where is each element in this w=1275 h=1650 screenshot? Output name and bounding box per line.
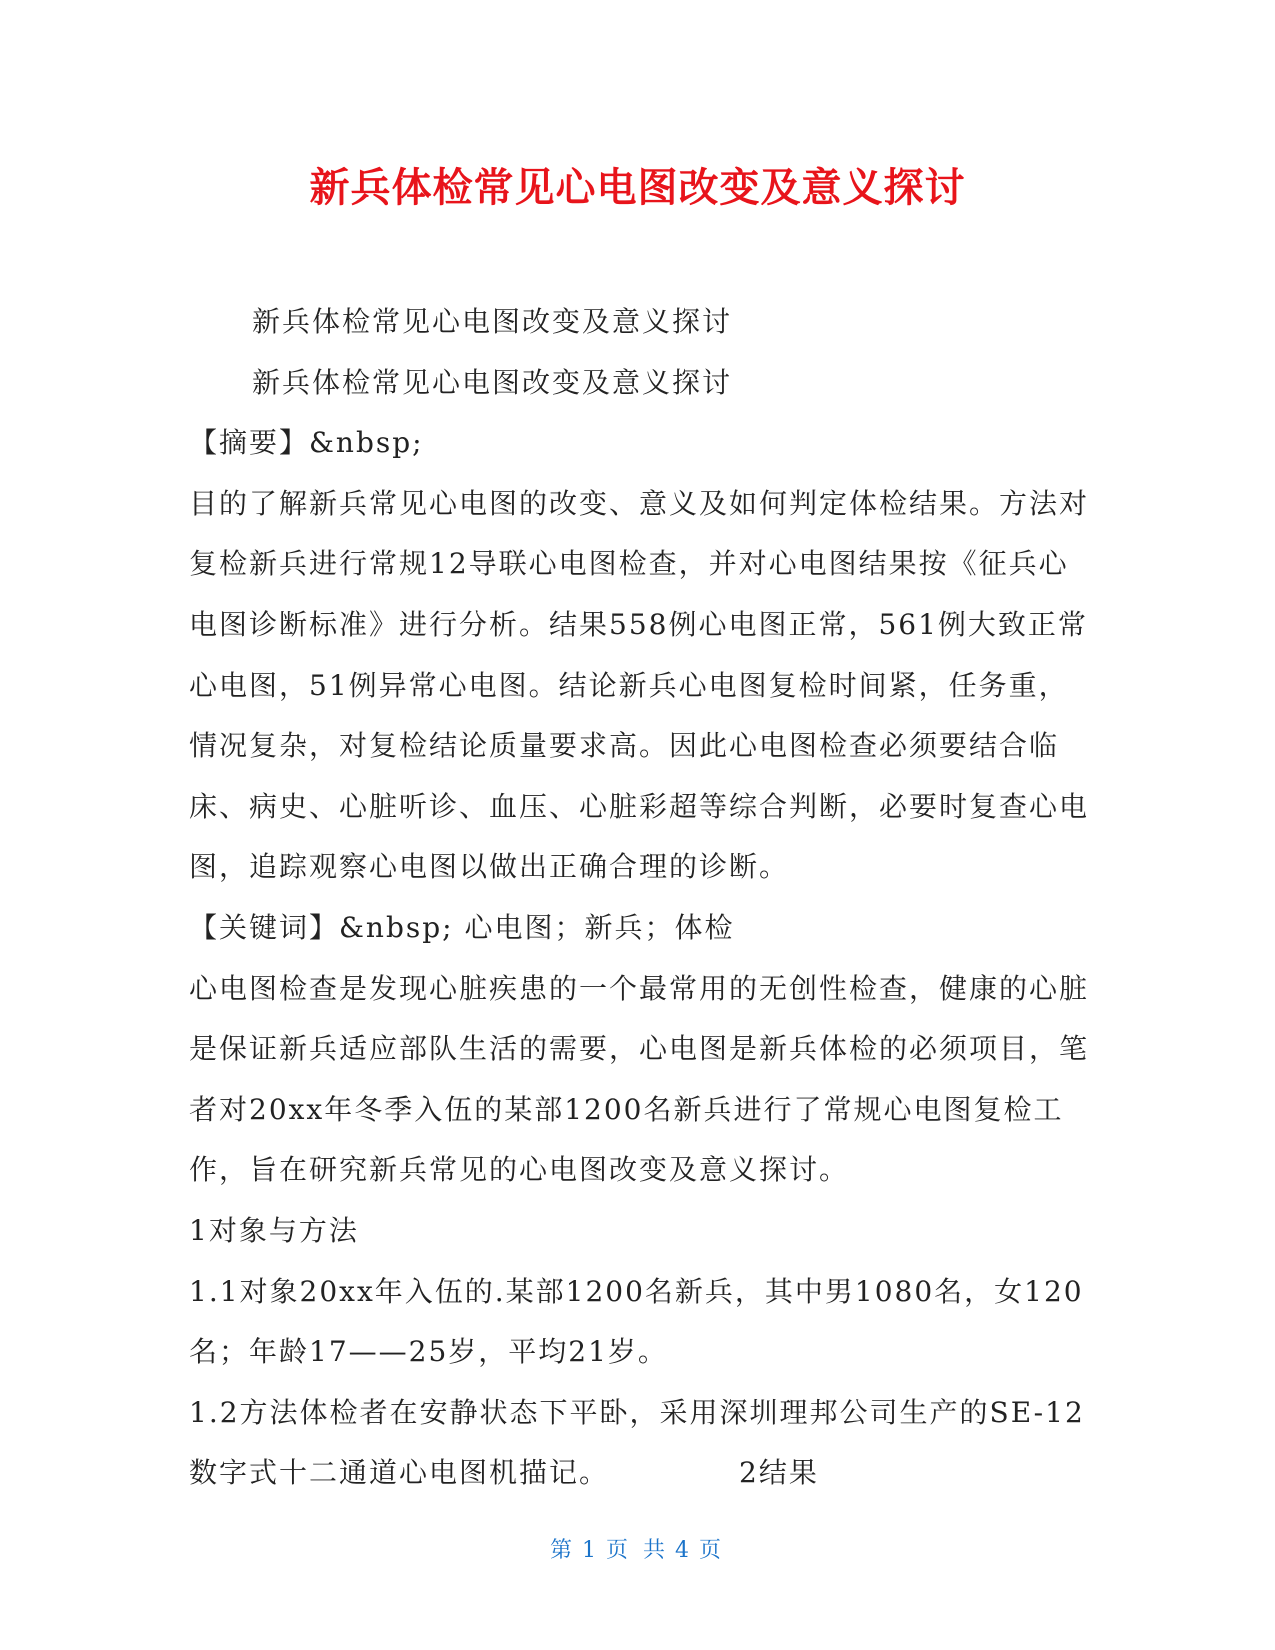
section-heading: 1对象与方法 bbox=[189, 1213, 359, 1247]
footer-prefix: 第 bbox=[549, 1538, 576, 1563]
footer-middle: 页 共 bbox=[606, 1538, 669, 1563]
abstract-heading: 【摘要】&nbsp; bbox=[189, 426, 424, 460]
method-text: 1.2方法体检者在安静状态下平卧，采用深圳理邦公司生产的SE-12数字式十二通道心电图机描记。 bbox=[189, 1395, 1085, 1490]
footer-total-pages: 4 bbox=[675, 1538, 693, 1563]
section-paragraph bbox=[189, 1383, 1089, 1504]
document-title: 新兵体检常见心电图改变及意义探讨 bbox=[309, 165, 966, 211]
intro-paragraph: 心电图检查是发现心脏疾患的一个最常用的无创性检查，健康的心脏是保证新兵适应部队生活的需要，心电图是新兵体检的必须项目，笔者对20xx年冬季入伍的某部1200名新兵进行了常规心电图复检工作，旨在研究新兵常见的心电图改变及意义探讨。 bbox=[189, 971, 1090, 1187]
page-footer bbox=[0, 1536, 1275, 1566]
abstract-body: 目的了解新兵常见心电图的改变、意义及如何判定体检结果。方法对复检新兵进行常规12导联心电图检查，并对心电图结果按《征兵心电图诊断标准》进行分析。结果558例心电图正常，561例大致正常心电图，51例异常心电图。结论新兵心电图复检时间紧，任务重，情况复杂，对复检结论质量要求高。因此心电图检查必须要结合临床、病史、心脏听诊、血压、心脏彩超等综合判断，必要时复查心电图，追踪观察心电图以做出正确合理的诊断。 bbox=[189, 486, 1090, 884]
section-heading-results: 2结果 bbox=[739, 1456, 819, 1490]
document-body bbox=[189, 292, 1089, 1504]
keywords-line: 【关键词】&nbsp; 心电图；新兵；体检 bbox=[189, 910, 735, 944]
subtitle-line: 新兵体检常见心电图改变及意义探讨 bbox=[252, 365, 733, 399]
footer-current-page: 1 bbox=[582, 1538, 600, 1563]
section-paragraph: 1.1对象20xx年入伍的.某部1200名新兵，其中男1080名，女120名；年龄17——25岁，平均21岁。 bbox=[189, 1274, 1084, 1369]
subtitle-line: 新兵体检常见心电图改变及意义探讨 bbox=[252, 305, 733, 338]
footer-suffix: 页 bbox=[699, 1538, 726, 1563]
